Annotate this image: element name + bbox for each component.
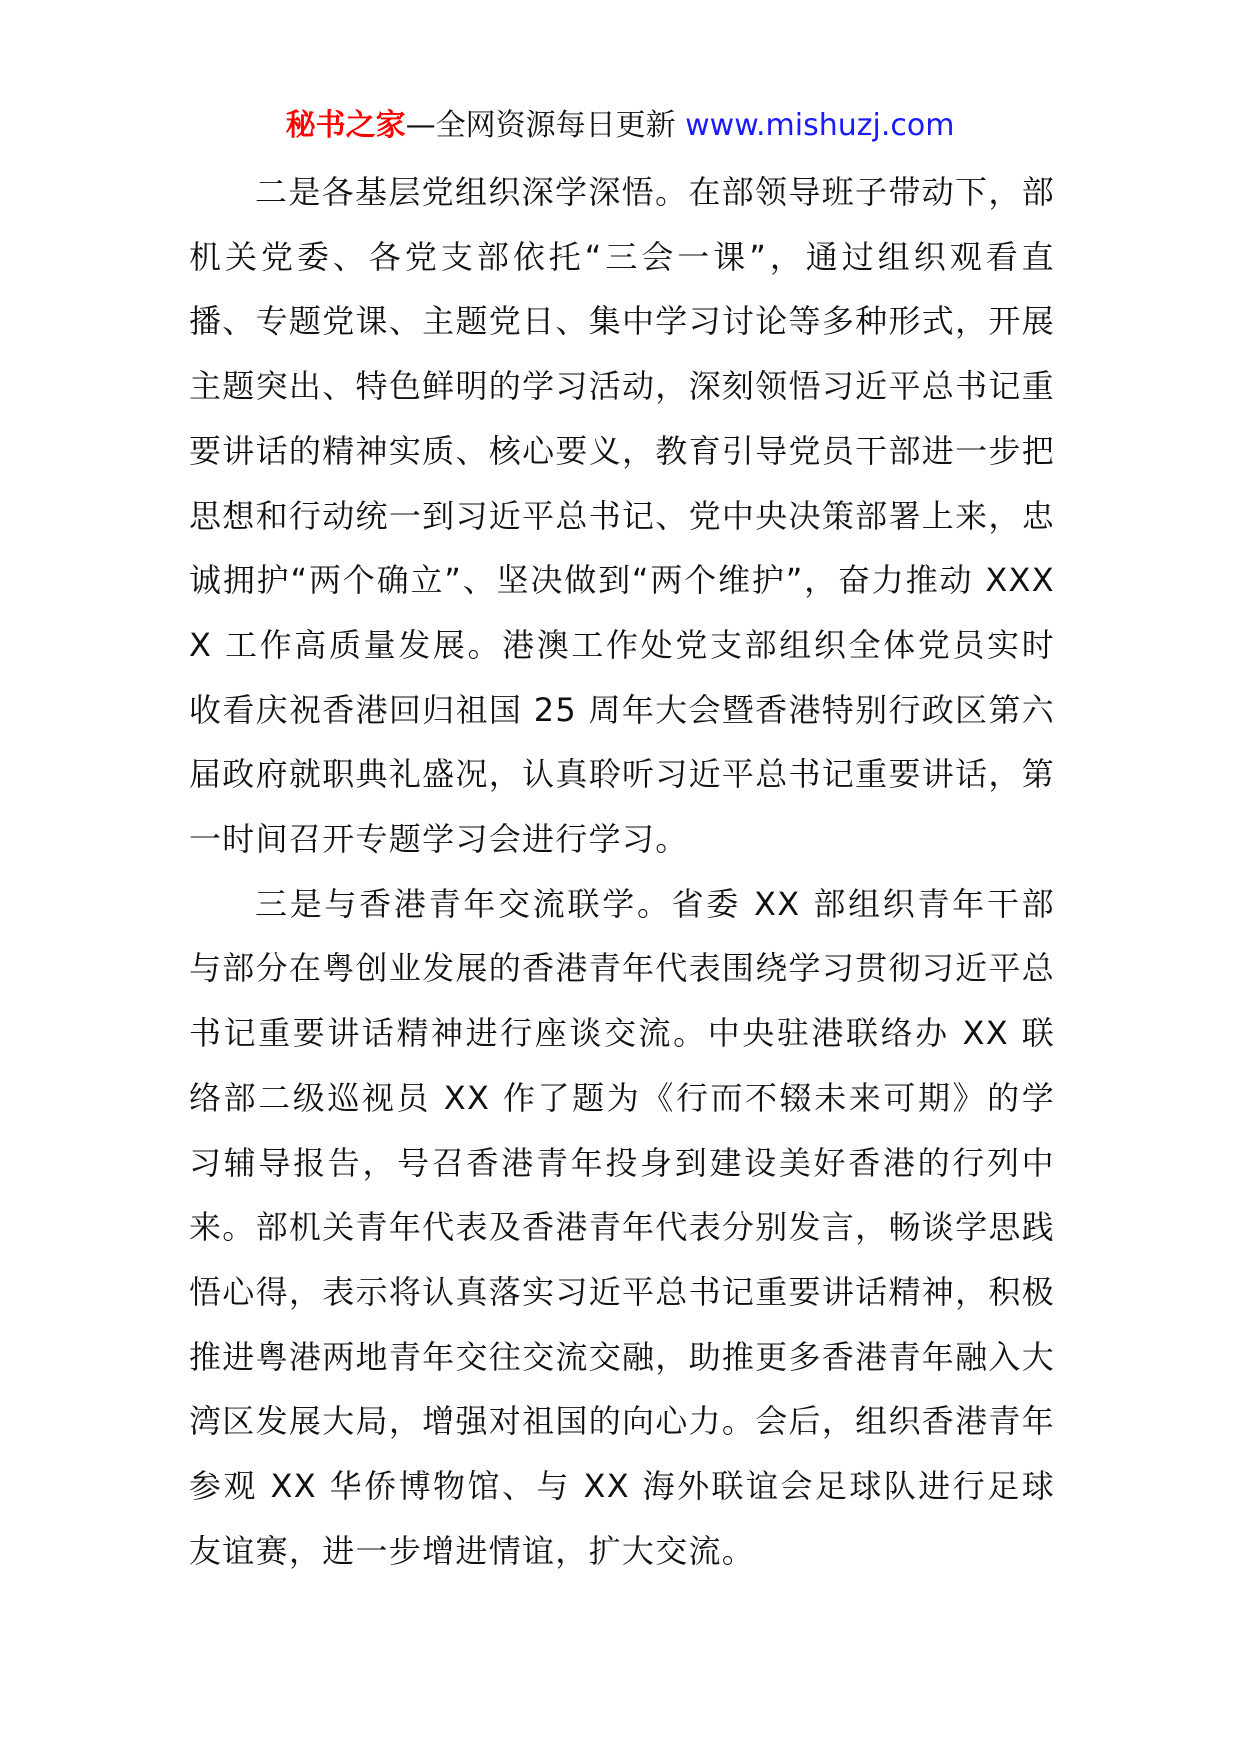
document-body [189,160,1055,1583]
paragraph: 二是各基层党组织深学深悟。在部领导班子带动下，部机关党委、各党支部依托“三会一课”，通过组织观看直播、专题党课、主题党日、集中学习讨论等多种形式，开展主题突出、特色鲜明的学习活动，深刻领悟习近平总书记重要讲话的精神实质、核心要义，教育引导党员干部进一步把思想和行动统一到习近平总书记、党中央决策部署上来，忠诚拥护“两个确立”、坚决做到“两个维护”，奋力推动 XXXX 工作高质量发展。港澳工作处党支部组织全体党员实时收看庆祝香港回归祖国 25 周年大会暨香港特别行政区第六届政府就职典礼盛况，认真聆听习近平总书记重要讲话，第一时间召开专题学习会进行学习。 [189,173,1055,859]
brand-name: 秘书之家 [285,108,406,143]
paragraph: 三是与香港青年交流联学。省委 XX 部组织青年干部与部分在粤创业发展的香港青年代表围绕学习贯彻习近平总书记重要讲话精神进行座谈交流。中央驻港联络办 XX 联络部二级巡视员 XX 作了题为《行而不辍未来可期》的学习辅导报告，号召香港青年投身到建设美好香港的行列中来。部机关青年代表及香港青年代表分别发言，畅谈学思践悟心得，表示将认真落实习近平总书记重要讲话精神，积极推进粤港两地青年交往交流交融，助推更多香港青年融入大湾区发展大局，增强对祖国的向心力。会后，组织香港青年参观 XX 华侨博物馆、与 XX 海外联谊会足球队进行足球友谊赛，进一步增进情谊，扩大交流。 [189,884,1055,1570]
document-header [0,104,1240,148]
header-tagline: —全网资源每日更新 [405,108,686,143]
website-link[interactable]: www.mishuzj.com [685,108,955,143]
